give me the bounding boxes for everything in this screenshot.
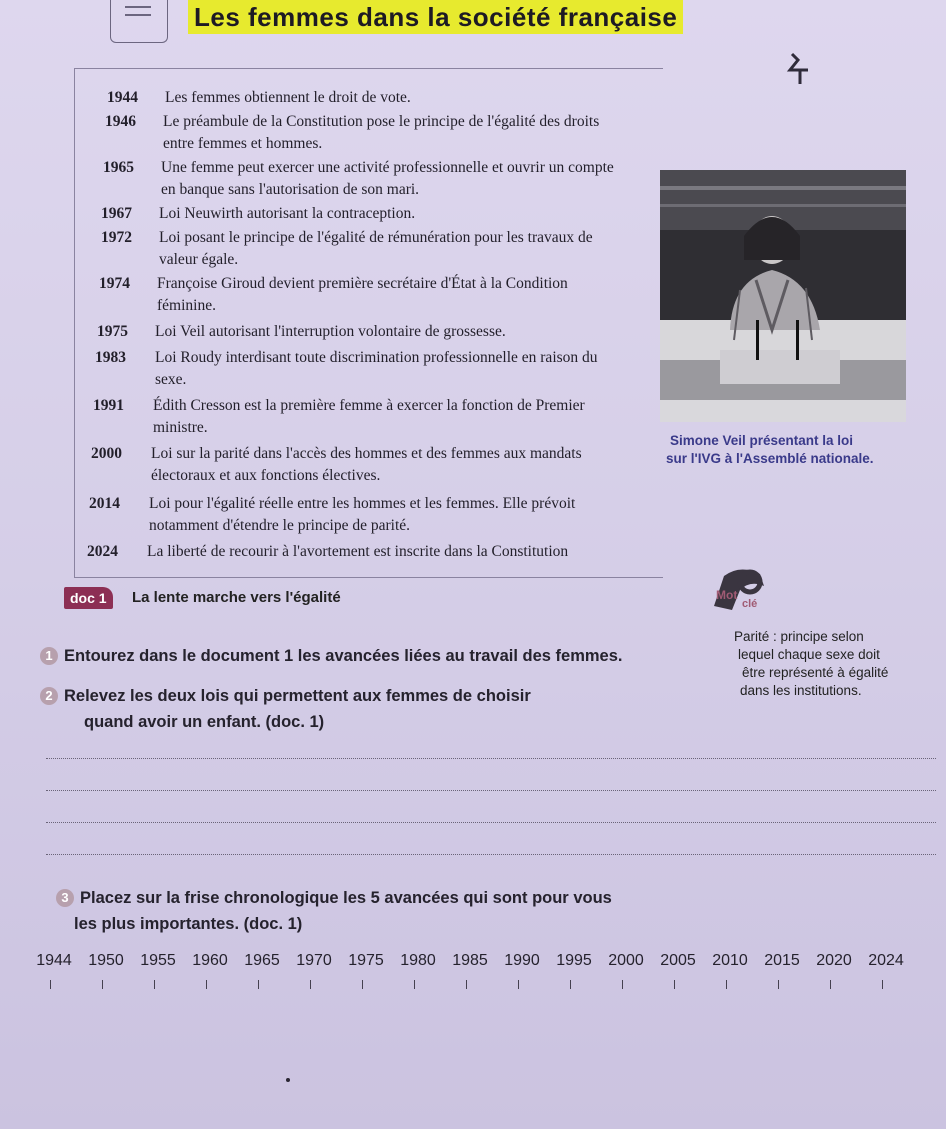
frieze-year-label: 2015: [764, 952, 800, 969]
frieze-year-label: 1970: [296, 952, 332, 969]
question-text: les plus importantes. (doc. 1): [74, 915, 303, 933]
timeline-document: [74, 68, 663, 578]
timeline-year: 1946: [105, 113, 136, 130]
question-2: [40, 684, 531, 708]
frieze-year-label: 1985: [452, 952, 488, 969]
timeline-text: Les femmes obtiennent le droit de vote.: [165, 89, 411, 106]
frieze-tick[interactable]: [258, 980, 259, 989]
question-3: [56, 886, 612, 910]
frieze-tick[interactable]: [570, 980, 571, 989]
timeline-text: Loi Neuwirth autorisant la contraception.: [159, 205, 416, 222]
doc-label: doc 1: [64, 587, 113, 609]
timeline-text: Loi posant le principe de l'égalité de rémunération pour les travaux de valeur égale.: [159, 229, 593, 268]
frieze-tick[interactable]: [778, 980, 779, 989]
question-text: quand avoir un enfant. (doc. 1): [84, 713, 325, 731]
answer-line[interactable]: [46, 854, 936, 855]
timeline-year: 2000: [91, 445, 122, 462]
question-1: [40, 644, 623, 668]
question-number: 3: [56, 889, 74, 907]
key-word-badge: [710, 566, 768, 610]
timeline-year: 1983: [95, 349, 126, 366]
frieze-year-label: 1955: [140, 952, 176, 969]
answer-line[interactable]: [46, 758, 936, 759]
question-text: Placez sur la frise chronologique les 5 avancées qui sont pour vous: [80, 889, 612, 907]
photo-caption: [666, 432, 916, 468]
frieze-year-label: 2020: [816, 952, 852, 969]
question-number: 1: [40, 647, 58, 665]
frieze-tick[interactable]: [466, 980, 467, 989]
timeline-year: 1944: [107, 89, 138, 106]
question-3-continued: [74, 912, 302, 936]
timeline-text: Françoise Giroud devient première secrétaire d'État à la Condition féminine.: [157, 275, 568, 314]
page-icon: [110, 0, 168, 43]
simone-veil-photo: [660, 170, 906, 422]
frieze-year-label: 2005: [660, 952, 696, 969]
timeline-text: La liberté de recourir à l'avortement est inscrite dans la Constitution: [147, 543, 569, 560]
page-title: Les femmes dans la société française: [188, 0, 683, 34]
timeline-year: 1967: [101, 205, 132, 222]
caption-line: sur l'IVG à l'Assemblé nationale.: [666, 451, 874, 466]
frieze-tick[interactable]: [726, 980, 727, 989]
frieze-year-label: 1975: [348, 952, 384, 969]
key-word-label: Mot: [716, 588, 738, 602]
frieze-year-label: 1990: [504, 952, 540, 969]
timeline-year: 2024: [87, 543, 118, 560]
timeline-text: Une femme peut exercer une activité professionnelle et ouvrir un compte en banque sans l'autorisation de son mari.: [161, 159, 614, 198]
timeline-text: Loi sur la parité dans l'accès des hommes et des femmes aux mandats électoraux et aux fonctions électives.: [151, 445, 582, 484]
timeline-text: Loi pour l'égalité réelle entre les hommes et les femmes. Elle prévoit notamment d'étendre le principe de parité.: [149, 495, 576, 534]
frieze-year-label: 2000: [608, 952, 644, 969]
answer-line[interactable]: [46, 790, 936, 791]
timeline-year: 1972: [101, 229, 132, 246]
timeline-text: Loi Roudy interdisant toute discrimination professionnelle en raison du sexe.: [155, 349, 598, 388]
doc-title: La lente marche vers l'égalité: [132, 589, 341, 606]
timeline-text: Édith Cresson est la première femme à exercer la fonction de Premier ministre.: [153, 397, 585, 436]
definition-line: Parité : principe selon: [734, 629, 864, 644]
frieze-tick[interactable]: [362, 980, 363, 989]
frieze-tick[interactable]: [154, 980, 155, 989]
frieze-tick[interactable]: [102, 980, 103, 989]
timeline-text: Loi Veil autorisant l'interruption volontaire de grossesse.: [155, 323, 506, 340]
chronological-frieze[interactable]: [34, 952, 914, 992]
frieze-year-label: 1960: [192, 952, 228, 969]
header: [110, 0, 870, 44]
pen-dot: [286, 1078, 290, 1082]
frieze-tick[interactable]: [674, 980, 675, 989]
timeline-text: Le préambule de la Constitution pose le principe de l'égalité des droits entre femmes et hommes.: [163, 113, 600, 152]
frieze-tick[interactable]: [622, 980, 623, 989]
definition-line: être représenté à égalité: [742, 665, 889, 680]
frieze-tick[interactable]: [882, 980, 883, 989]
frieze-year-label: 2010: [712, 952, 748, 969]
frieze-year-label: 1995: [556, 952, 592, 969]
answer-line[interactable]: [46, 822, 936, 823]
timeline-year: 1965: [103, 159, 134, 176]
frieze-tick[interactable]: [50, 980, 51, 989]
caption-line: Simone Veil présentant la loi: [670, 433, 854, 448]
pen-icon: [786, 50, 866, 90]
frieze-year-label: 1965: [244, 952, 280, 969]
frieze-year-label: 2024: [868, 952, 904, 969]
question-text: Entourez dans le document 1 les avancées liées au travail des femmes.: [64, 647, 623, 665]
question-number: 2: [40, 687, 58, 705]
timeline-year: 1975: [97, 323, 128, 340]
timeline-year: 2014: [89, 495, 120, 512]
frieze-tick[interactable]: [310, 980, 311, 989]
question-text: Relevez les deux lois qui permettent aux femmes de choisir: [64, 687, 531, 705]
timeline-year: 1991: [93, 397, 124, 414]
timeline-year: 1974: [99, 275, 130, 292]
frieze-year-label: 1980: [400, 952, 436, 969]
frieze-tick[interactable]: [414, 980, 415, 989]
frieze-year-label: 1944: [36, 952, 72, 969]
frieze-year-label: 1950: [88, 952, 124, 969]
question-2-continued: [84, 710, 324, 734]
frieze-tick[interactable]: [206, 980, 207, 989]
key-word-label: clé: [742, 598, 758, 610]
frieze-tick[interactable]: [518, 980, 519, 989]
definition-line: dans les institutions.: [740, 683, 862, 698]
definition-line: lequel chaque sexe doit: [738, 647, 880, 662]
frieze-tick[interactable]: [830, 980, 831, 989]
